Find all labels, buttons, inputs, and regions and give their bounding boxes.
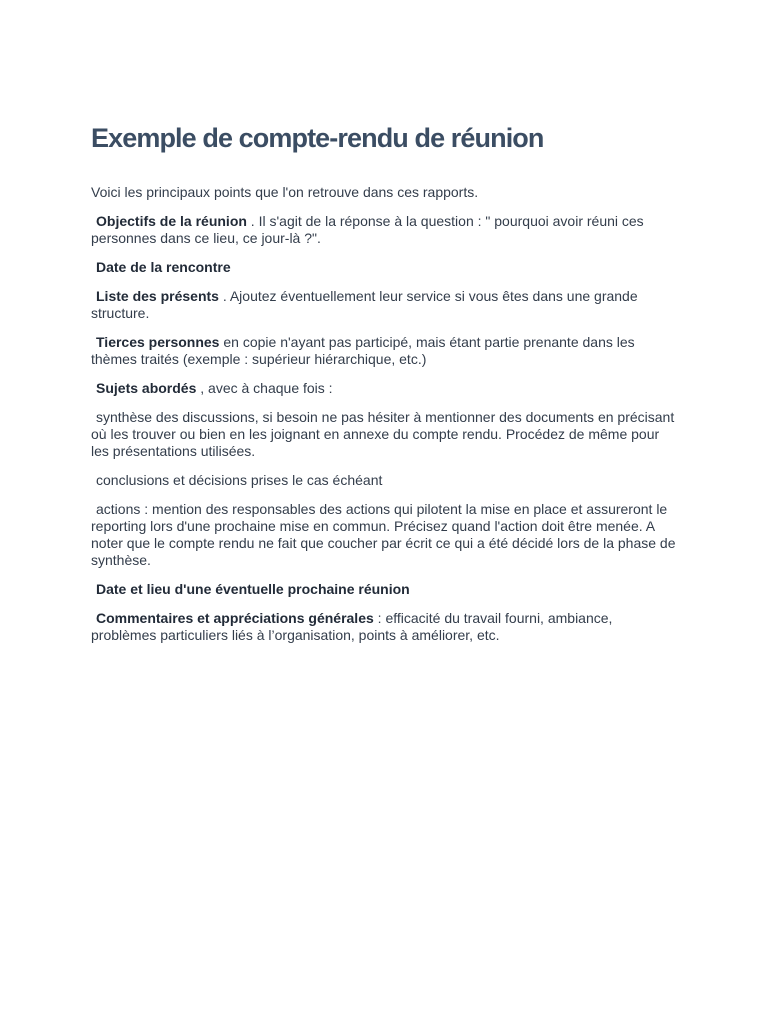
paragraph-date-rencontre xyxy=(91,259,677,276)
paragraph-prochaine-reunion xyxy=(91,581,677,598)
tierces-personnes-label: Tierces personnes xyxy=(96,334,220,350)
document-title: Exemple de compte-rendu de réunion xyxy=(91,123,544,153)
synthese-text: synthèse des discussions, si besoin ne pas hésiter à mentionner des documents en précisant où les trouver ou bien en les joignant en annexe du compte rendu. Procédez de même pour les présentations utilisées. xyxy=(91,409,675,459)
commentaires-text: : efficacité du travail fourni, ambiance, problèmes particuliers liés à l’organisation, points à améliorer, etc. xyxy=(91,610,613,643)
paragraph-commentaires xyxy=(91,610,677,644)
document-page xyxy=(91,118,677,656)
sujets-abordes-text: , avec à chaque fois : xyxy=(196,380,333,396)
commentaires-label: Commentaires et appréciations générales xyxy=(96,610,374,626)
paragraph-objectifs xyxy=(91,213,677,247)
prochaine-reunion-label: Date et lieu d'une éventuelle prochaine réunion xyxy=(96,581,410,597)
objectifs-label: Objectifs de la réunion xyxy=(96,213,247,229)
paragraph-sujets-abordes xyxy=(91,380,677,397)
paragraph-synthese xyxy=(91,409,677,460)
actions-text: actions : mention des responsables des actions qui pilotent la mise en place et assureront le reporting lors d'une prochaine mise en commun. Précisez quand l'action doit être menée. A noter que le compte rendu ne fait que coucher par écrit ce qui a été décidé lors de la phase de synthèse. xyxy=(91,501,676,568)
date-rencontre-label: Date de la rencontre xyxy=(96,259,231,275)
conclusions-text: conclusions et décisions prises le cas échéant xyxy=(96,472,383,488)
liste-presents-text: . Ajoutez éventuellement leur service si vous êtes dans une grande structure. xyxy=(91,288,638,321)
paragraph-liste-presents xyxy=(91,288,677,322)
paragraph-tierces-personnes xyxy=(91,334,677,368)
objectifs-text: . Il s'agit de la réponse à la question : " pourquoi avoir réuni ces personnes dans ce lieu, ce jour-là ?". xyxy=(91,213,644,246)
sujets-abordes-label: Sujets abordés xyxy=(96,380,197,396)
paragraph-conclusions xyxy=(91,472,677,489)
paragraph-actions xyxy=(91,501,677,569)
intro-paragraph: Voici les principaux points que l'on retrouve dans ces rapports. xyxy=(91,184,479,200)
tierces-personnes-text: en copie n'ayant pas participé, mais étant partie prenante dans les thèmes traités (exemple : supérieur hiérarchique, etc.) xyxy=(91,334,635,367)
liste-presents-label: Liste des présents xyxy=(96,288,219,304)
